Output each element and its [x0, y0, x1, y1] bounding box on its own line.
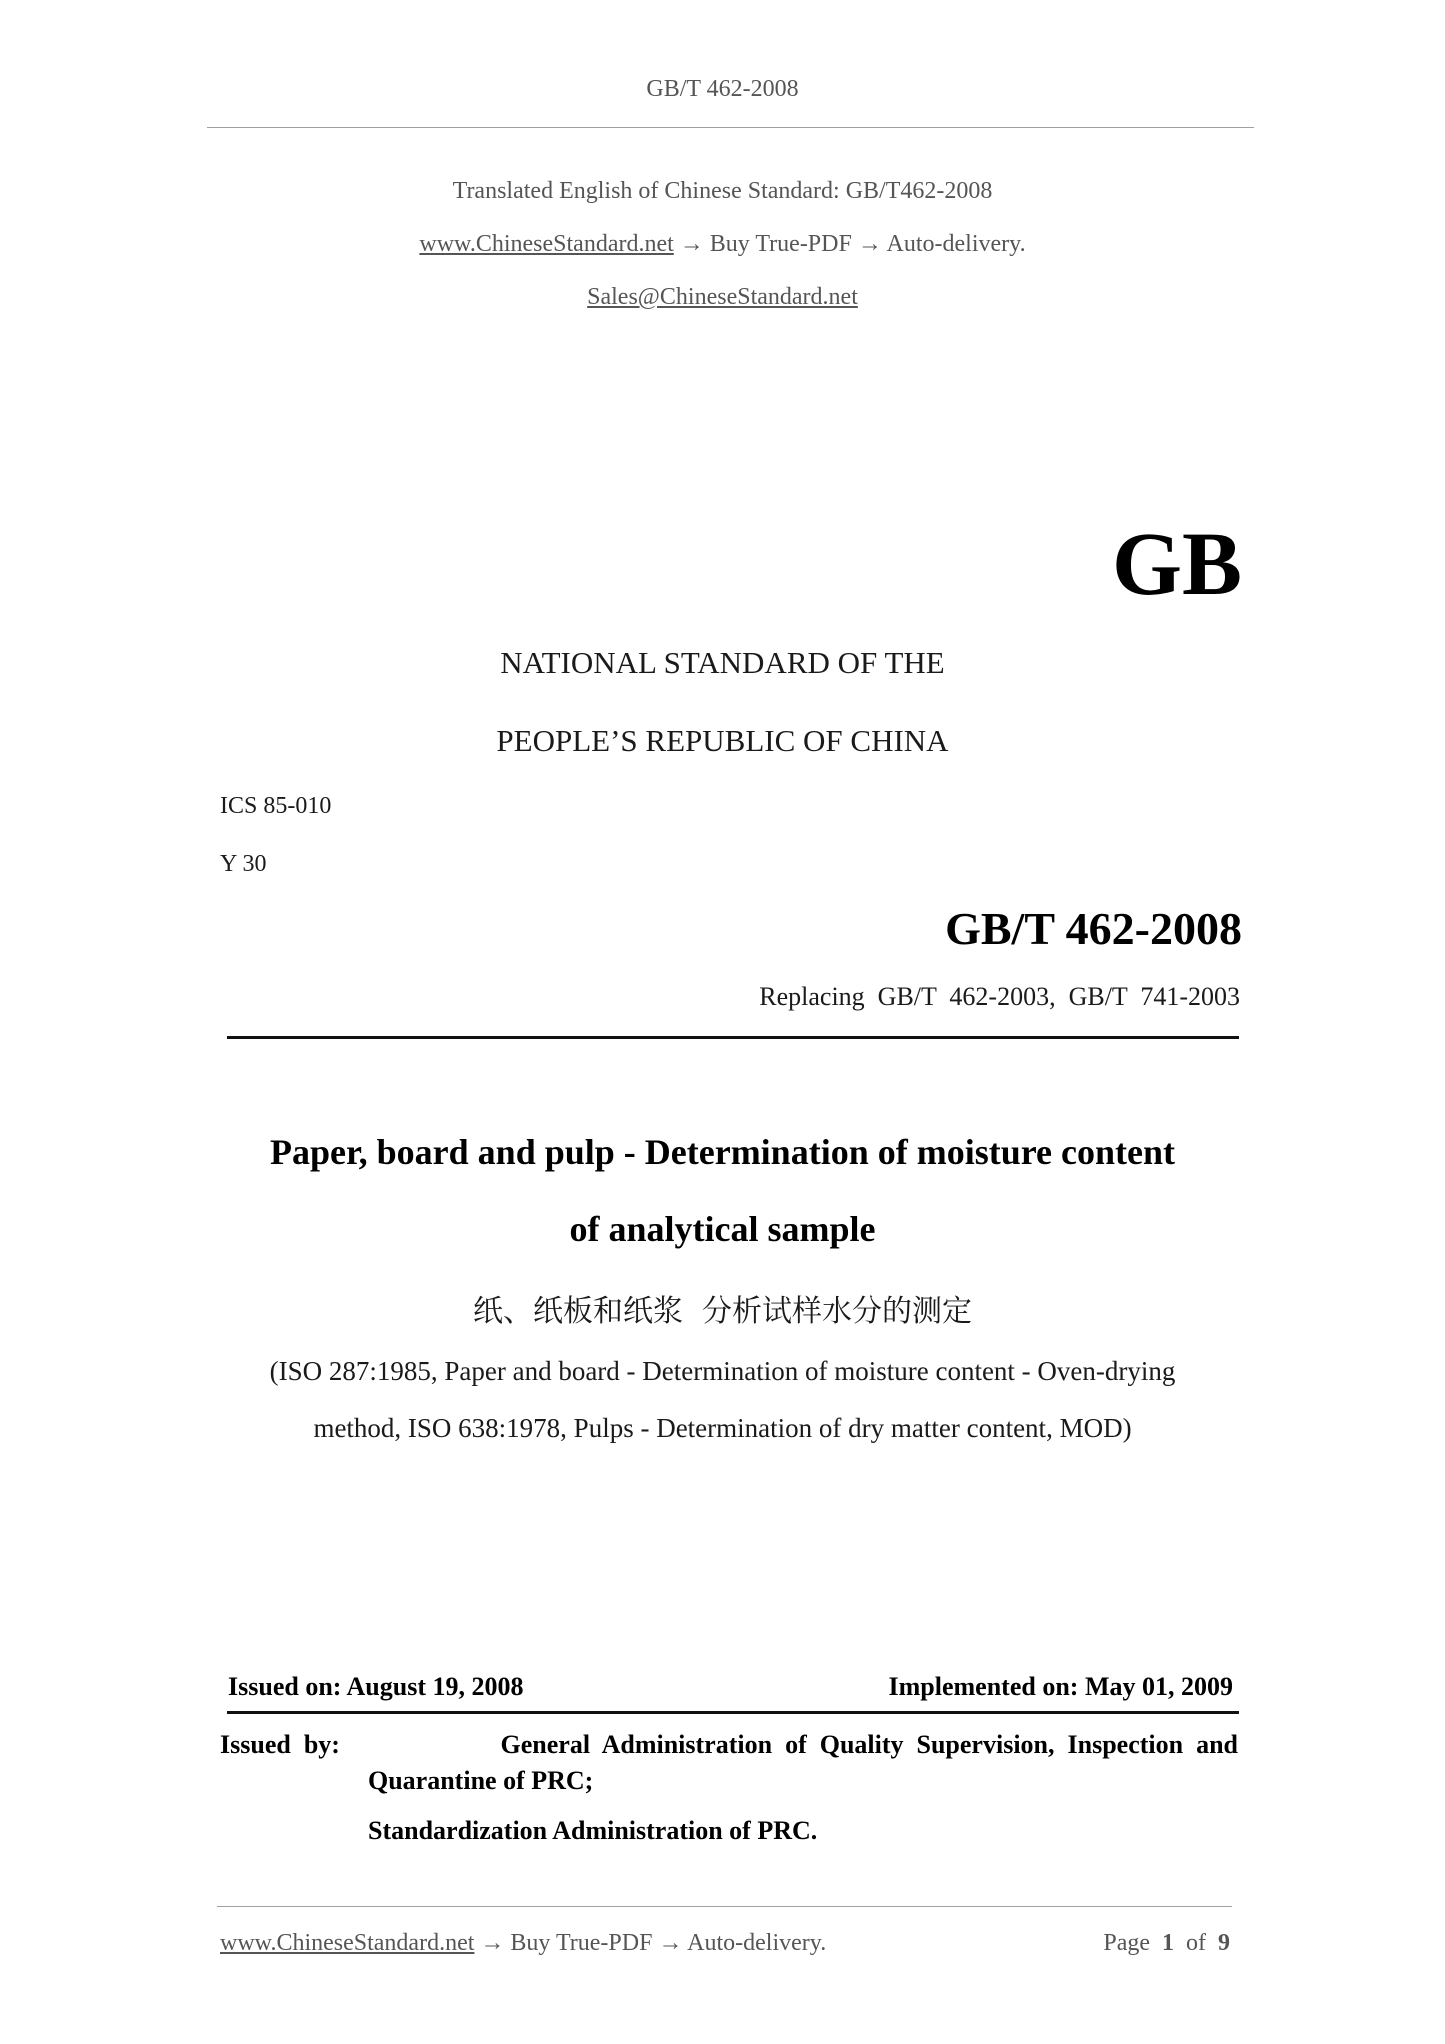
arrow-right-icon: → [857, 231, 882, 257]
arrow-right-icon: → [679, 231, 704, 257]
issued-by-label: Issued by: [220, 1730, 340, 1759]
national-standard-line1: NATIONAL STANDARD OF THE [500, 645, 945, 680]
page-indicator [1103, 1930, 1230, 1957]
running-header: GB/T 462-2008 [646, 76, 799, 102]
site-link[interactable]: www.ChineseStandard.net [419, 231, 674, 257]
gb-logo: GB [1111, 515, 1242, 614]
page-total: 9 [1218, 1930, 1230, 1956]
issued-by-line1: General Administration of Quality Supervision, Inspection and [500, 1730, 1238, 1759]
national-standard-line2: PEOPLE’S REPUBLIC OF CHINA [496, 723, 949, 758]
header-divider [207, 127, 1254, 128]
standard-number: GB/T 462-2008 [945, 903, 1242, 954]
issued-by-line3: Standardization Administration of PRC. [368, 1816, 818, 1845]
iso-reference-line1: (ISO 287:1985, Paper and board - Determination of moisture content - Oven-drying [269, 1356, 1176, 1386]
replacing-note: Replacing GB/T 462-2003, GB/T 741-2003 [759, 982, 1240, 1011]
issued-on-date: Issued on: August 19, 2008 [228, 1672, 524, 1701]
arrow-right-icon: → [480, 1930, 505, 1956]
auto-delivery-text: Auto-delivery. [886, 231, 1026, 257]
page-label: Page [1103, 1930, 1150, 1956]
title-en-line1: Paper, board and pulp - Determination of moisture content [269, 1132, 1175, 1172]
page-current: 1 [1162, 1930, 1174, 1956]
implemented-on-date: Implemented on: May 01, 2009 [888, 1672, 1233, 1701]
page-of-label: of [1186, 1930, 1206, 1956]
footer-auto-delivery-text: Auto-delivery. [687, 1930, 827, 1956]
title-cn: 纸、纸板和纸浆 分析试样水分的测定 [472, 1294, 973, 1329]
translation-notice: Translated English of Chinese Standard: GB/T462-2008 [452, 178, 993, 204]
iso-reference-line2: method, ISO 638:1978, Pulps - Determination of dry matter content, MOD) [313, 1413, 1132, 1443]
purchase-line [0, 231, 1445, 258]
arrow-right-icon: → [658, 1930, 683, 1956]
footer-purchase-line [220, 1930, 826, 1957]
title-en-line2: of analytical sample [569, 1209, 876, 1249]
issued-by-line2: Quarantine of PRC; [368, 1766, 594, 1795]
sales-email-link[interactable]: Sales@ChineseStandard.net [587, 284, 858, 310]
buy-true-pdf-text: Buy True-PDF [709, 231, 852, 257]
footer-divider [217, 1906, 1232, 1907]
dates-divider [227, 1711, 1239, 1714]
footer-buy-true-pdf-text: Buy True-PDF [510, 1930, 653, 1956]
ics-code: ICS 85-010 [220, 793, 332, 819]
title-divider [227, 1036, 1239, 1039]
footer-site-link[interactable]: www.ChineseStandard.net [220, 1930, 475, 1956]
ccs-code: Y 30 [220, 851, 267, 877]
